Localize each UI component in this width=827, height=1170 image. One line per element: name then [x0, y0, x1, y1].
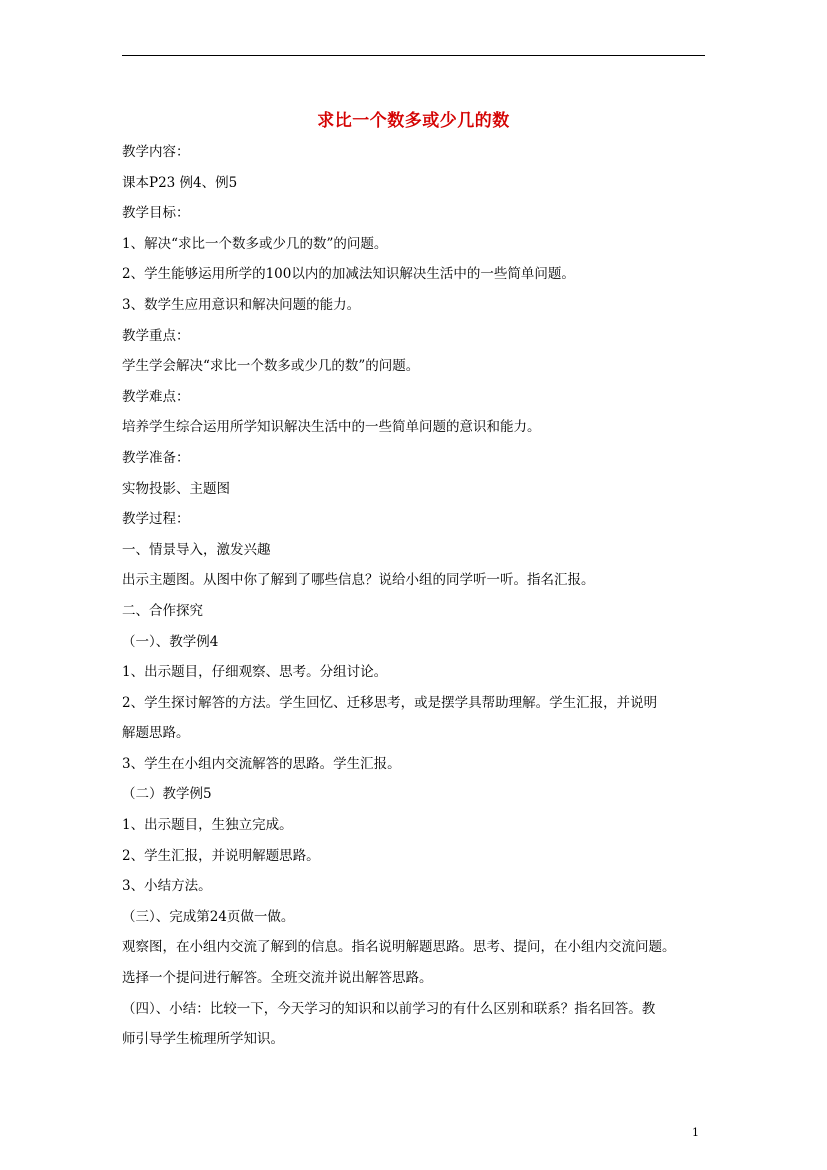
- document-title: 求比一个数多或少几的数: [317, 111, 510, 131]
- body-line: 课本P23 例4、例5: [122, 174, 238, 191]
- body-line: （三）、完成第24页做一做。: [122, 908, 295, 925]
- body-line: 1、出示题目，仔细观察、思考。分组讨论。: [122, 664, 388, 681]
- body-line: 2、学生探讨解答的方法。学生回忆、迁移思考，或是摆学具帮助理解。学生汇报，并说明: [122, 694, 658, 711]
- body-line: 师引导学生梳理所学知识。: [122, 1031, 284, 1048]
- body-line: 教学难点：: [122, 388, 190, 405]
- body-line: 3、学生在小组内交流解答的思路。学生汇报。: [122, 755, 401, 772]
- body-line: 3、数学生应用意识和解决问题的能力。: [122, 296, 361, 313]
- body-line: （四）、小结：比较一下，今天学习的知识和以前学习的有什么区别和联系？指名回答。教: [122, 1000, 656, 1017]
- body-line: 培养学生综合运用所学知识解决生活中的一些简单问题的意识和能力。: [122, 419, 541, 436]
- body-line: 实物投影、主题图: [122, 480, 230, 497]
- body-line: 教学目标：: [122, 205, 190, 222]
- body-line: （一）、教学例4: [122, 633, 219, 650]
- body-line: 教学重点：: [122, 327, 190, 344]
- body-line: 二、合作探究: [122, 602, 203, 619]
- body-line: 教学准备：: [122, 449, 190, 466]
- body-line: 教学内容：: [122, 144, 190, 160]
- header-rule: [122, 55, 705, 56]
- body-line: 3、小结方法。: [122, 878, 212, 895]
- body-line: 选择一个提问进行解答。全班交流并说出解答思路。: [122, 970, 433, 987]
- body-line: 解题思路。: [122, 725, 190, 742]
- body-line: 学生学会解决“求比一个数多或少几的数”的问题。: [122, 358, 420, 375]
- body-line: 教学过程：: [122, 511, 190, 528]
- body-line: 一、情景导入，激发兴趣: [122, 541, 271, 558]
- body-line: 观察图，在小组内交流了解到的信息。指名说明解题思路。思考、提问，在小组内交流问题。: [122, 939, 676, 956]
- body-line: 出示主题图。从图中你了解到了哪些信息？说给小组的同学听一听。指名汇报。: [122, 572, 595, 589]
- document-body: [122, 137, 705, 1055]
- body-line: 1、出示题目，生独立完成。: [122, 817, 293, 834]
- body-line: （二）教学例5: [122, 786, 212, 803]
- body-line: 1、解决“求比一个数多或少几的数”的问题。: [122, 235, 388, 252]
- body-line: 2、学生能够运用所学的100以内的加减法知识解决生活中的一些简单问题。: [122, 266, 575, 283]
- body-line: 2、学生汇报，并说明解题思路。: [122, 847, 320, 864]
- page-number: 1: [692, 1126, 699, 1139]
